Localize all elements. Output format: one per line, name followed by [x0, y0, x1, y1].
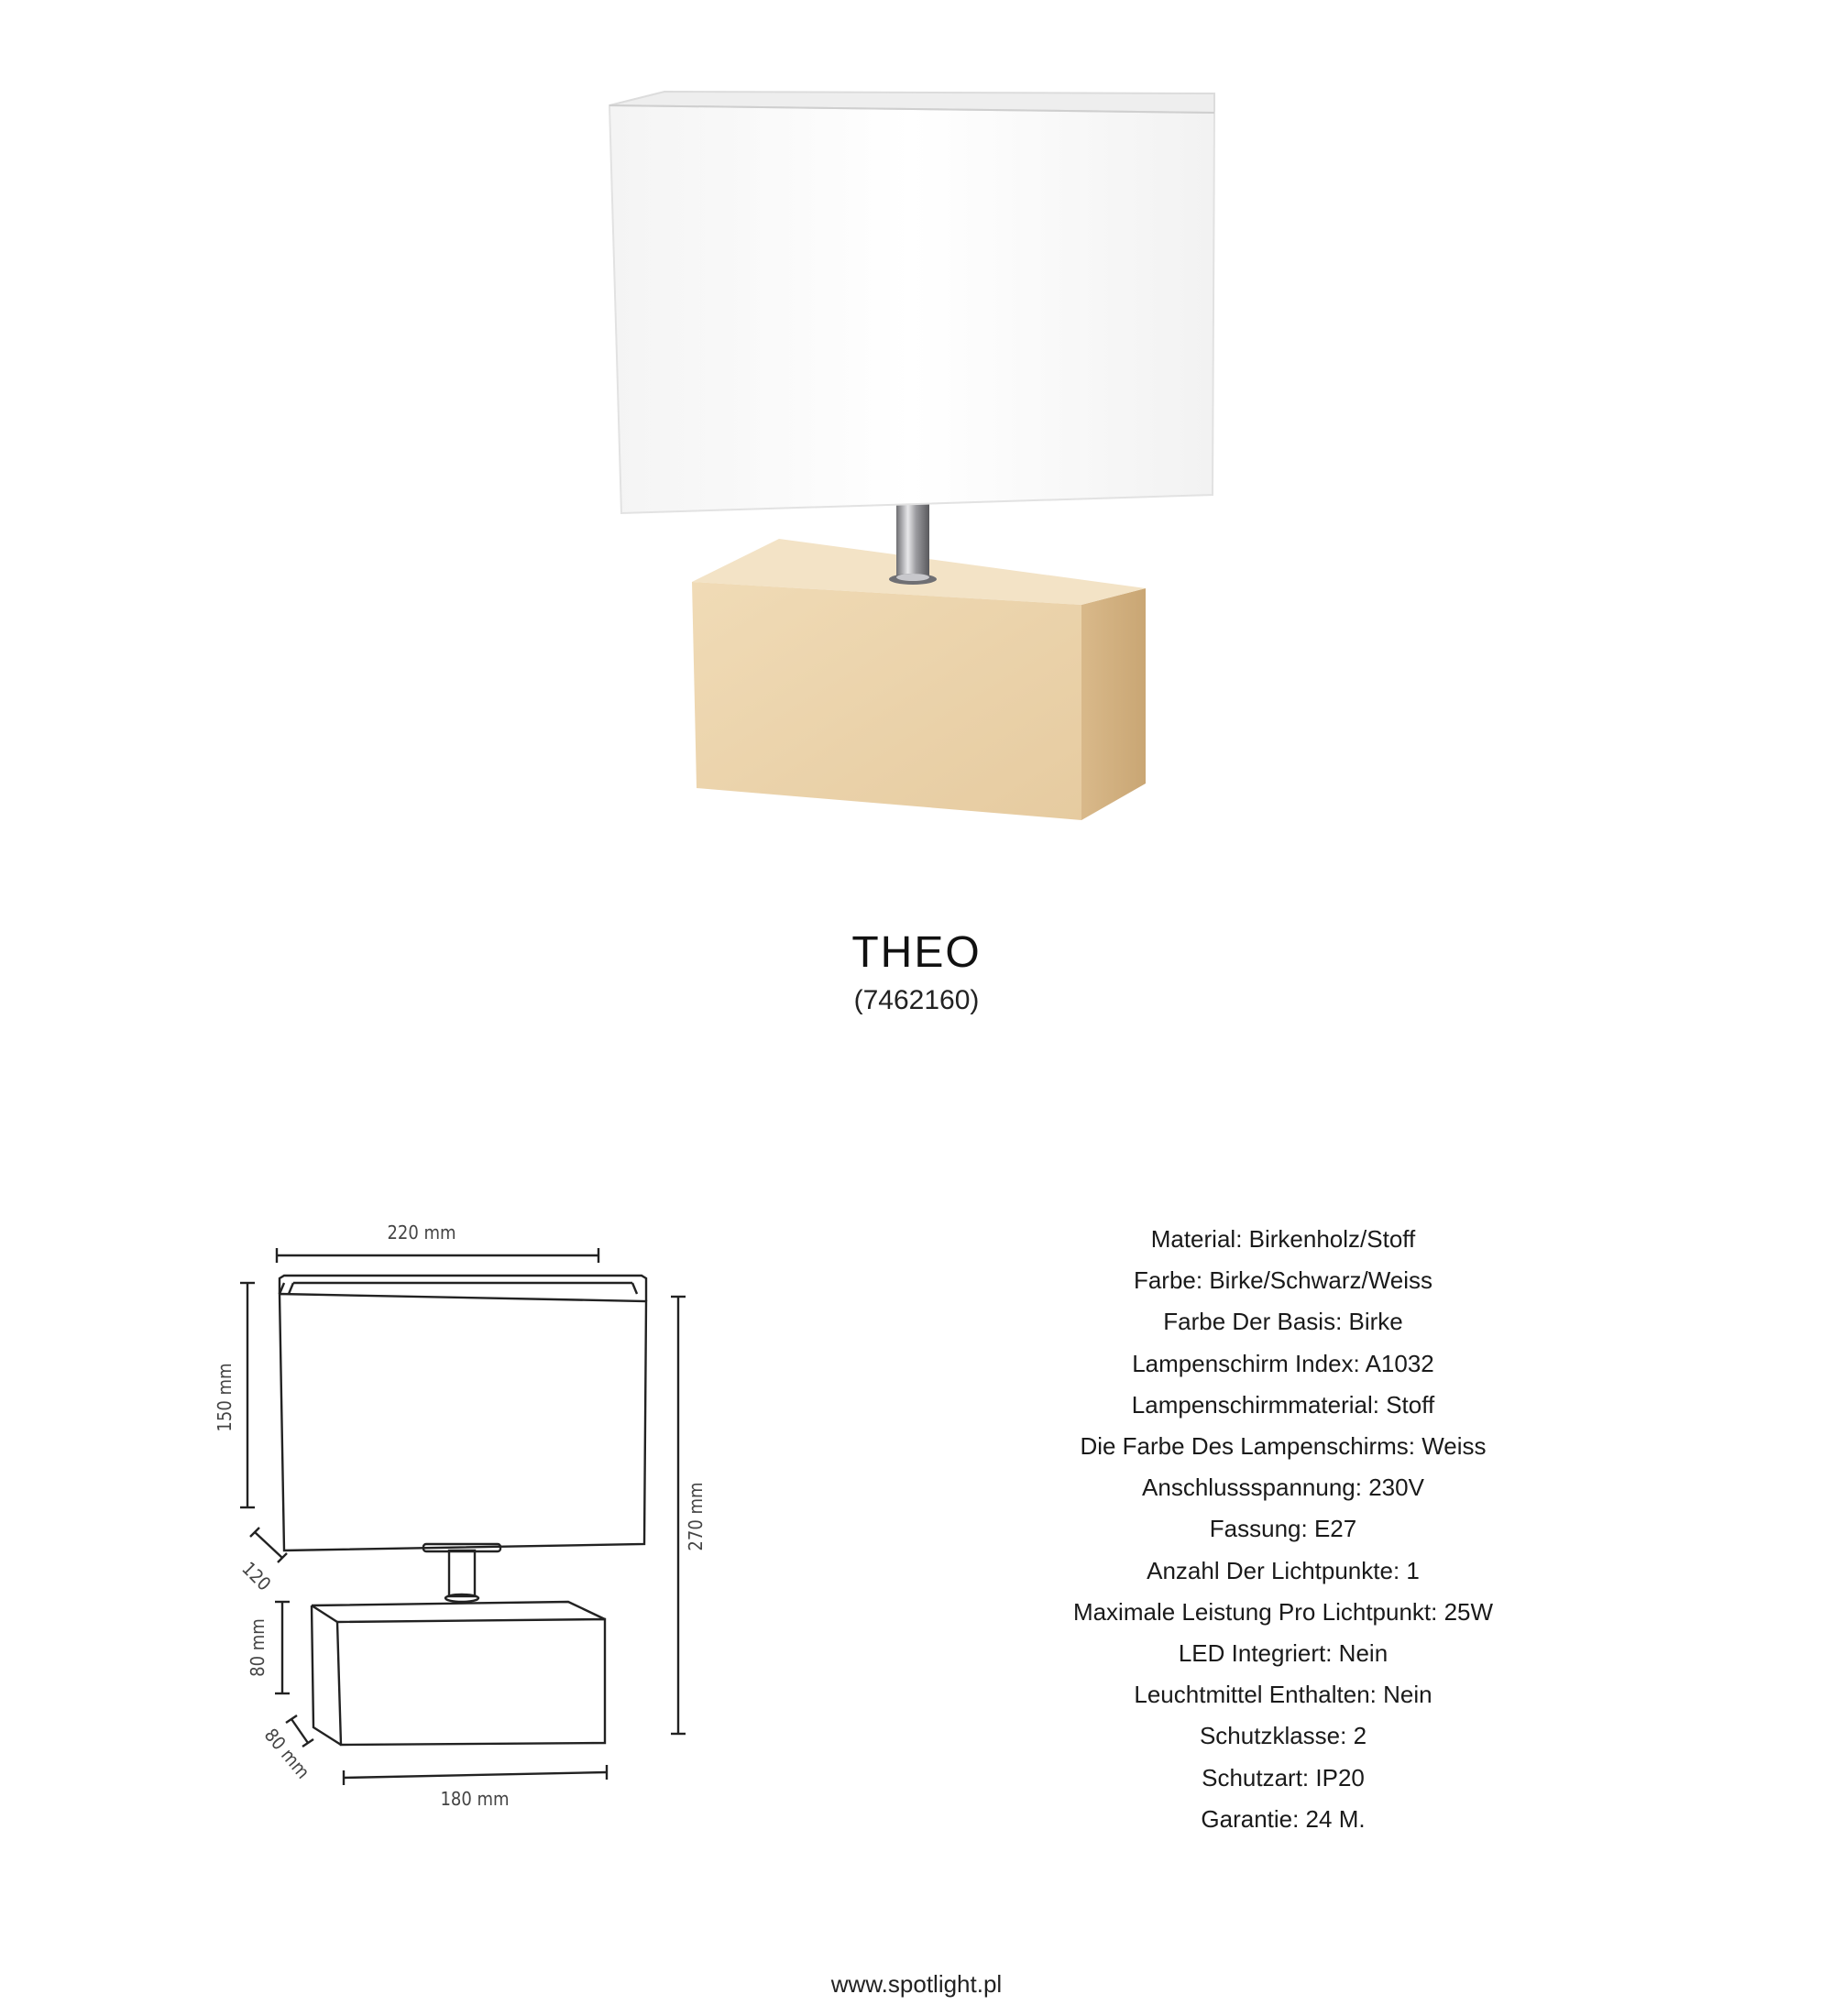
- spec-list: [1008, 1219, 1558, 1840]
- lamp-stem: [896, 495, 929, 582]
- dim-line-width-base: [344, 1772, 607, 1778]
- spec-item: Material: Birkenholz/Stoff: [1150, 1225, 1416, 1253]
- product-photo: [0, 0, 1833, 880]
- spec-item: Farbe Der Basis: Birke: [1163, 1308, 1403, 1336]
- lamp-base-side: [1081, 588, 1146, 820]
- spec-item: Lampenschirmmaterial: Stoff: [1131, 1390, 1435, 1419]
- dim-label-depth-shade: 120: [237, 1557, 276, 1595]
- dimension-drawing: [183, 1210, 770, 1814]
- spec-item: Lampenschirm Index: A1032: [1132, 1349, 1434, 1377]
- spec-item: Anzahl Der Lichtpunkte: 1: [1147, 1556, 1420, 1584]
- dim-label-height-base: 80 mm: [247, 1618, 269, 1677]
- drawing-base-front: [337, 1619, 605, 1745]
- dim-label-height-shade: 150 mm: [214, 1363, 236, 1432]
- spec-item: Fassung: E27: [1209, 1515, 1357, 1543]
- spec-item: Farbe: Birke/Schwarz/Weiss: [1133, 1266, 1433, 1295]
- spec-item: Schutzklasse: 2: [1199, 1722, 1367, 1750]
- lamp-shade: [609, 105, 1214, 513]
- spec-item: Leuchtmittel Enthalten: Nein: [1134, 1681, 1432, 1709]
- product-name: THEO: [851, 928, 982, 977]
- footer-url[interactable]: www.spotlight.pl: [830, 1970, 1003, 1998]
- drawing-stem: [449, 1550, 475, 1596]
- drawing-shade-front: [280, 1294, 646, 1550]
- dim-line-depth-base: [291, 1719, 308, 1743]
- spec-item: Garantie: 24 M.: [1201, 1804, 1366, 1833]
- dim-label-height-total: 270 mm: [685, 1482, 707, 1551]
- dim-line-depth-shade: [255, 1532, 282, 1558]
- lamp-base-front: [692, 582, 1081, 820]
- spec-item: Anschlussspannung: 230V: [1142, 1474, 1424, 1502]
- product-title-block: [0, 926, 1833, 1019]
- spec-item: Maximale Leistung Pro Lichtpunkt: 25W: [1072, 1597, 1494, 1626]
- spec-item: LED Integriert: Nein: [1178, 1639, 1388, 1668]
- dim-label-width-top: 220 mm: [387, 1222, 456, 1244]
- spec-item: Schutzart: IP20: [1202, 1763, 1365, 1791]
- product-code: (7462160): [853, 985, 980, 1015]
- dim-label-depth-base: 80 mm: [259, 1724, 315, 1783]
- spec-item: Die Farbe Des Lampenschirms: Weiss: [1080, 1432, 1487, 1461]
- dim-label-width-base: 180 mm: [440, 1788, 510, 1810]
